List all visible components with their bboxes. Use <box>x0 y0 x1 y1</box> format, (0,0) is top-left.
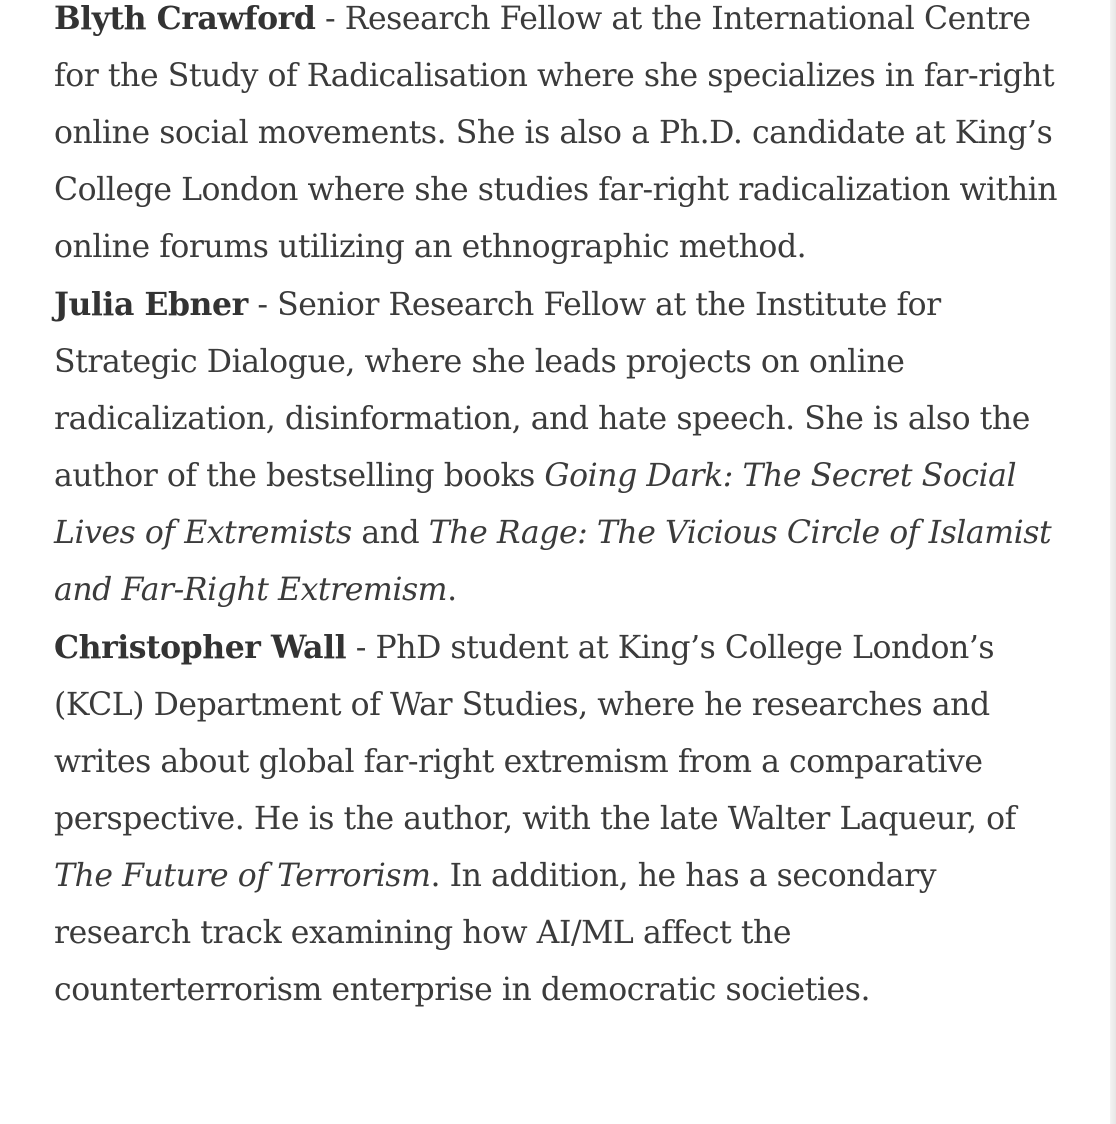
bio-blyth-crawford <box>54 0 1064 276</box>
book-title: The Future of Terrorism <box>54 858 431 894</box>
bio-christopher-wall <box>54 619 1064 1019</box>
bio-text: PhD student at King’s College London’s (KCL) Department of War Studies, where he researches and writes about global far-right extremism from a comparative perspective. He is the author, with the late Walter Laqueur, of <box>54 630 1016 837</box>
bio-text: Research Fellow at the International Centre for the Study of Radicalisation where she specializes in far-right online social movements. She is also a Ph.D. candidate at King’s College London where she studies far-right radicalization within online forums utilizing an ethnographic method. <box>54 1 1058 265</box>
book-title: The Rage: The Vicious Circle of Islamist and Far-Right Extremism <box>54 515 1052 608</box>
book-title: Going Dark: The Secret Social Lives of Extremists <box>54 458 1017 551</box>
speaker-bios <box>54 0 1064 1019</box>
bio-julia-ebner <box>54 276 1064 619</box>
bio-text: and <box>351 515 429 551</box>
bio-text: . In addition, he has a secondary research track examining how AI/ML affect the counterterrorism enterprise in democratic societies. <box>54 858 937 1008</box>
speaker-name: Christopher Wall <box>54 629 347 666</box>
bio-text: . <box>447 572 457 608</box>
name-separator: - <box>315 1 345 37</box>
page-edge <box>1110 0 1116 1124</box>
name-separator: - <box>247 287 278 323</box>
speaker-name: Julia Ebner <box>54 286 248 323</box>
speaker-name: Blyth Crawford <box>54 0 316 37</box>
bio-text: Senior Research Fellow at the Institute for Strategic Dialogue, where she leads projects on online radicalization, disinformation, and hate speech. She is also the author of the bestselling books <box>54 287 1030 494</box>
name-separator: - <box>346 630 376 666</box>
